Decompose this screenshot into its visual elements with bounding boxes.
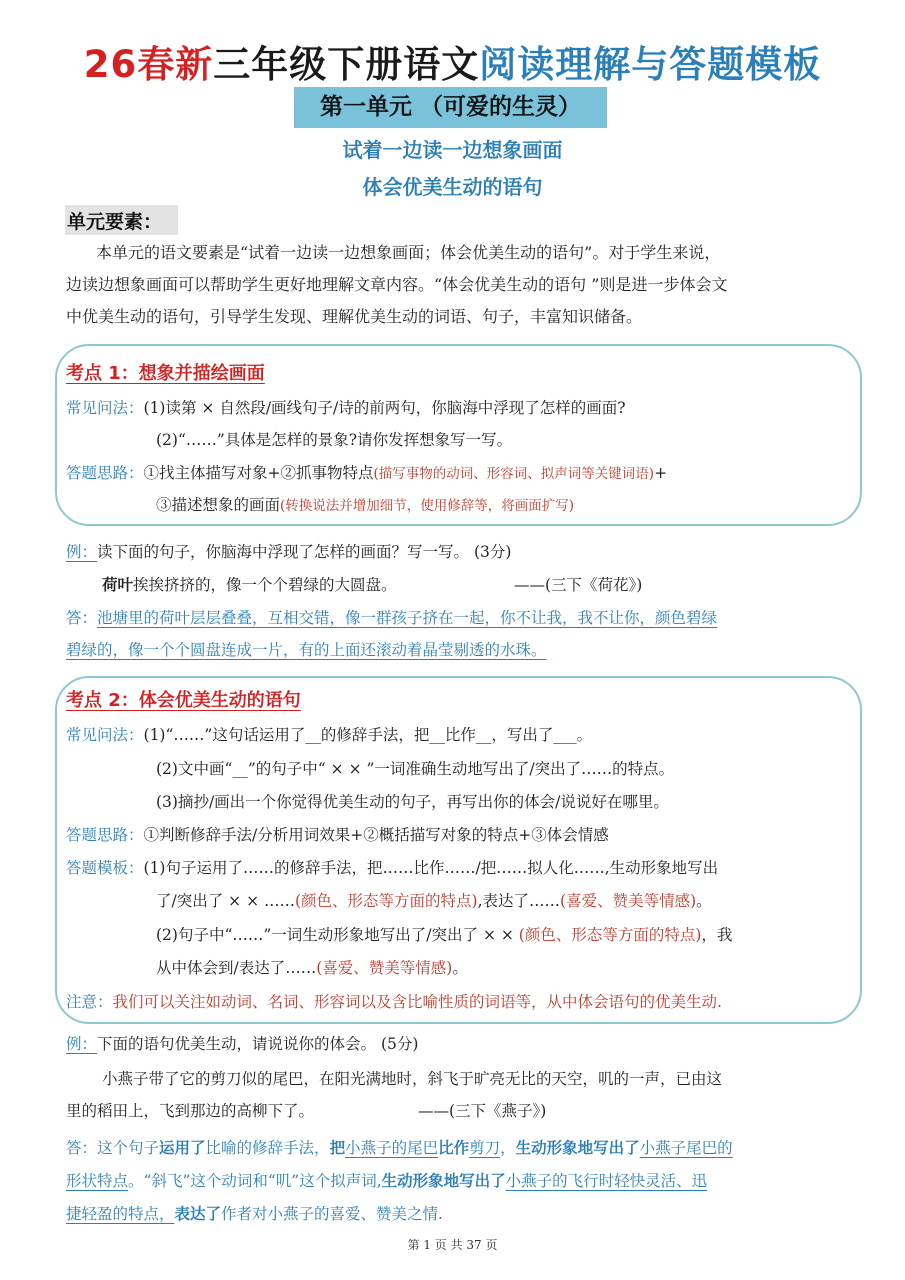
key-point-1-title: 考点 1：想象并描绘画面 bbox=[66, 363, 265, 384]
example-2-answer-label: 答： bbox=[66, 1139, 98, 1157]
example-1-answer-2: 碧绿的，像一个个圆盘连成一片，有的上面还滚动着晶莹剔透的水珠。 bbox=[66, 641, 547, 659]
example-2-answer-row-1 bbox=[66, 1136, 733, 1158]
example-2-answer-1-6: 剪刀 bbox=[469, 1139, 501, 1157]
example-2-answer-3-0: 捷轻盈的特点， bbox=[66, 1205, 175, 1223]
kp2-template-1b-e: 。 bbox=[696, 892, 712, 910]
example-1-answer-1: 池塘里的荷叶层层叠叠，互相交错，像一群孩子挤在一起，你不让我，我不让你，颜色碧绿 bbox=[97, 609, 718, 627]
example-2-answer-2-3: 小燕子的飞行时轻快灵活、迅 bbox=[505, 1172, 708, 1190]
kp2-template-1b-c: ,表达了…… bbox=[477, 892, 561, 910]
example-2-answer-1-0: 这个句子 bbox=[97, 1139, 160, 1157]
kp2-template-2a-c: ，我 bbox=[701, 926, 733, 944]
kp1-idea-1-note: (描写事物的动词、形容词、拟声词等关键词语) bbox=[373, 466, 655, 482]
title-part-2: 三年级下册语文 bbox=[213, 43, 480, 86]
key-point-2-title: 考点 2：体会优美生动的语句 bbox=[66, 690, 301, 711]
example-2-answer-2-0: 形状特点 bbox=[66, 1172, 129, 1190]
example-1-source: ——(三下《荷花》) bbox=[514, 576, 643, 594]
example-2-answer-1-3: 把 bbox=[329, 1138, 346, 1157]
kp2-question-3: (3)摘抄/画出一个你觉得优美生动的句子，再写出你的体会/说说好在哪里。 bbox=[156, 793, 669, 811]
kp1-idea-label: 答题思路： bbox=[66, 464, 144, 482]
example-2-answer-1-9: 小燕子尾巴的 bbox=[639, 1139, 733, 1157]
page-footer: 第 1 页 共 37 页 bbox=[407, 1238, 498, 1252]
kp2-template-1a: (1)句子运用了……的修辞手法，把……比作……/把……拟人化……,生动形象地写出 bbox=[143, 859, 719, 877]
example-2-passage-1: 小燕子带了它的剪刀似的尾巴，在阳光满地时，斜飞于旷亮无比的天空，叽的一声，已由这 bbox=[102, 1070, 723, 1088]
example-1-quote bbox=[102, 573, 397, 595]
kp2-template-1b-d: (喜爱、赞美等情感) bbox=[560, 892, 697, 910]
page-title bbox=[0, 34, 905, 88]
example-2-answer-1-8: 生动形象地写出了 bbox=[515, 1138, 640, 1157]
kp2-note-label: 注意： bbox=[66, 993, 113, 1011]
example-1-quote-text: 挨挨挤挤的，像一个个碧绿的大圆盘。 bbox=[133, 576, 397, 594]
kp2-template-2b-b: (喜爱、赞美等情感) bbox=[316, 959, 453, 977]
example-1-quote-subject: 荷叶 bbox=[102, 575, 134, 594]
example-2-answer-1-1: 运用了 bbox=[159, 1138, 206, 1157]
example-1-question-row bbox=[66, 540, 511, 562]
kp2-template-2a-a: (2)句子中“……”一词生动形象地写出了/突出了 × × bbox=[156, 926, 519, 944]
example-2-source: ——(三下《燕子》) bbox=[418, 1102, 547, 1120]
example-2-answer-3-2: 作者对小燕子的喜爱、赞美之情. bbox=[221, 1205, 443, 1223]
kp1-question-1: (1)读第 × 自然段/画线句子/诗的前两句，你脑海中浮现了怎样的画面? bbox=[143, 399, 626, 417]
elements-line-2: 边读边想象画面可以帮助学生更好地理解文章内容。“体会优美生动的语句 ”则是进一步体会文 bbox=[66, 275, 728, 294]
example-2-question: 下面的语句优美生动，请说说你的体会。 (5分) bbox=[97, 1035, 419, 1053]
kp1-idea-2: ③描述想象的画面 bbox=[156, 496, 281, 514]
example-2-answer-row-3 bbox=[66, 1202, 443, 1224]
title-part-1: 26春新 bbox=[83, 43, 214, 86]
subtitle-2: 体会优美生动的语句 bbox=[362, 175, 543, 199]
example-2-passage-2: 里的稻田上，飞到那边的高柳下了。 bbox=[66, 1102, 315, 1120]
kp1-question-2: (2)“……”具体是怎样的景象?请你发挥想象写一写。 bbox=[156, 431, 513, 449]
example-1-answer-label: 答： bbox=[66, 609, 98, 627]
kp2-template-label: 答题模板： bbox=[66, 859, 144, 877]
example-2-answer-1-2: 比喻的修辞手法， bbox=[205, 1139, 330, 1157]
example-2-label: 例： bbox=[66, 1035, 98, 1053]
kp2-template-row-1 bbox=[66, 856, 718, 878]
kp1-idea-row-1 bbox=[66, 461, 667, 483]
kp2-template-2b-c: 。 bbox=[452, 959, 468, 977]
kp2-template-2a-b: (颜色、形态等方面的特点) bbox=[518, 926, 702, 944]
kp2-question-row-1 bbox=[66, 723, 592, 745]
elements-line-1: 本单元的语文要素是“试着一边读一边想象画面；体会优美生动的语句”。对于学生来说， bbox=[96, 243, 721, 262]
example-2-question-row bbox=[66, 1032, 418, 1054]
subtitle-1: 试着一边读一边想象画面 bbox=[342, 138, 563, 162]
kp2-idea-label: 答题思路： bbox=[66, 826, 144, 844]
example-2-answer-row-2 bbox=[66, 1169, 707, 1191]
example-2-answer-2-1: 。“斜飞”这个动词和“叽”这个拟声词, bbox=[128, 1172, 382, 1190]
kp2-note-row bbox=[66, 990, 722, 1012]
elements-line-3: 中优美生动的语句，引导学生发现、理解优美生动的词语、句子，丰富知识储备。 bbox=[66, 307, 643, 326]
kp2-question-label: 常见问法： bbox=[66, 726, 144, 744]
example-2-answer-1-7: ， bbox=[500, 1139, 516, 1157]
kp2-template-1b-b: (颜色、形态等方面的特点) bbox=[294, 892, 478, 910]
kp2-template-row-2 bbox=[156, 889, 712, 911]
kp2-idea-row bbox=[66, 823, 609, 845]
example-1-question: 读下面的句子，你脑海中浮现了怎样的画面？写一写。 (3分) bbox=[97, 543, 512, 561]
kp2-idea: ①判断修辞手法/分析用词效果+②概括描写对象的特点+③体会情感 bbox=[143, 826, 609, 844]
kp2-question-1: (1)“……”这句话运用了__的修辞手法，把__比作__，写出了___。 bbox=[143, 726, 593, 744]
unit-title: 第一单元 （可爱的生灵） bbox=[294, 87, 607, 128]
kp1-question-label: 常见问法： bbox=[66, 399, 144, 417]
example-1-answer-row-1 bbox=[66, 606, 717, 628]
kp2-template-2b-a: 从中体会到/表达了…… bbox=[156, 959, 317, 977]
example-1-label: 例： bbox=[66, 543, 98, 561]
kp2-note: 我们可以关注如动词、名词、形容词以及含比喻性质的词语等，从中体会语句的优美生动. bbox=[112, 993, 722, 1011]
example-2-answer-1-5: 比作 bbox=[438, 1138, 470, 1157]
kp1-idea-row-2 bbox=[156, 493, 574, 515]
kp1-idea-1: ①找主体描写对象+②抓事物特点 bbox=[143, 464, 374, 482]
kp2-template-row-4 bbox=[156, 956, 468, 978]
kp1-question-row-1 bbox=[66, 396, 626, 418]
kp2-template-1b-a: 了/突出了 × × …… bbox=[156, 892, 295, 910]
kp2-question-2: (2)文中画“__”的句子中“ × × ”一词准确生动地写出了/突出了……的特点。 bbox=[156, 760, 675, 778]
example-2-answer-2-2: 生动形象地写出了 bbox=[381, 1171, 506, 1190]
example-2-answer-3-1: 表达了 bbox=[174, 1204, 222, 1223]
example-2-answer-1-4: 小燕子的尾巴 bbox=[345, 1139, 439, 1157]
kp1-idea-1-plus: + bbox=[654, 464, 668, 482]
title-part-3: 阅读理解与答题模板 bbox=[479, 43, 822, 86]
kp2-template-row-3 bbox=[156, 923, 732, 945]
elements-heading: 单元要素： bbox=[67, 211, 163, 233]
kp1-idea-2-note: (转换说法并增加细节，使用修辞等，将画面扩写) bbox=[280, 498, 575, 514]
